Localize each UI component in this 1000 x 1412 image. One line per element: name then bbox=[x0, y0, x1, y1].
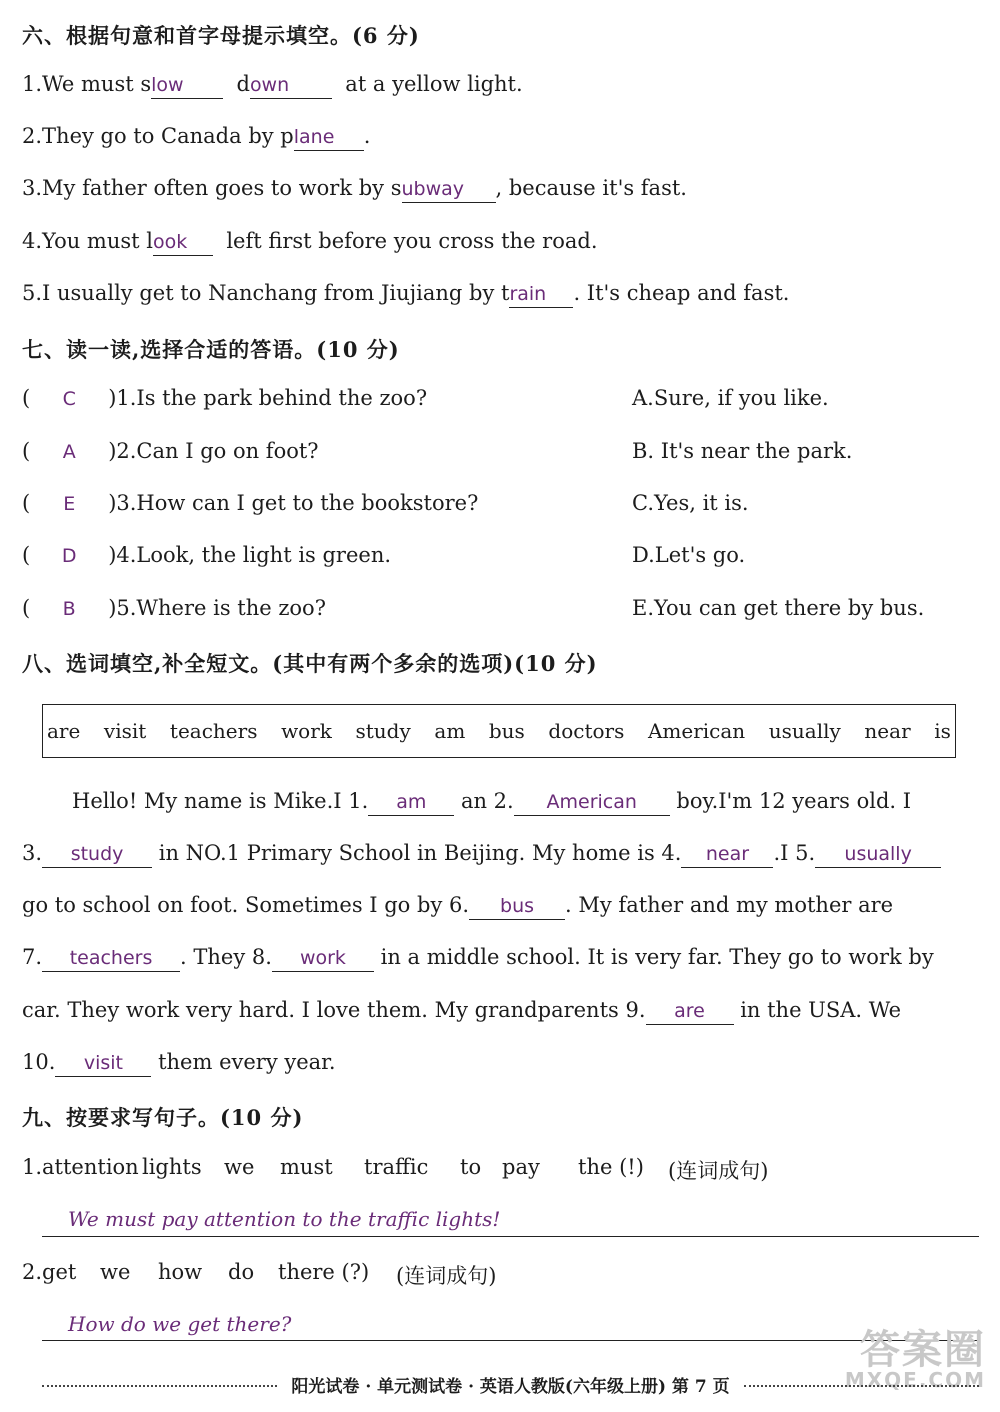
passage-line-3 bbox=[22, 893, 893, 920]
s6-item-1 bbox=[22, 72, 523, 99]
passage-text: . My father and my mother are bbox=[565, 893, 894, 917]
s7-row-1-paren: ( bbox=[22, 386, 31, 410]
passage-blank-6[interactable]: bus bbox=[469, 895, 565, 920]
passage-text: . They 8. bbox=[180, 945, 272, 969]
s6-item-2-text-end: . bbox=[363, 124, 371, 148]
s7-row-4-paren: ( bbox=[22, 543, 31, 567]
s7-row-1-question: )1.Is the park behind the zoo? bbox=[108, 386, 428, 410]
passage-text: in NO.1 Primary School in Beijing. My home is 4. bbox=[158, 841, 682, 865]
s6-item-5-text-end: . It's cheap and fast. bbox=[573, 281, 790, 305]
s9-q2-word: we bbox=[100, 1260, 131, 1284]
s9-q2-word: how bbox=[158, 1260, 203, 1284]
s7-row-5 bbox=[22, 596, 326, 620]
word-bank-box bbox=[42, 704, 956, 758]
s7-row-5-paren: ( bbox=[22, 596, 31, 620]
passage-line-4 bbox=[22, 945, 934, 972]
s7-row-2 bbox=[22, 439, 319, 463]
word-bank-word: bus bbox=[488, 719, 525, 743]
s6-item-1-blank-1[interactable]: low bbox=[151, 74, 223, 99]
footer-dots-right bbox=[744, 1385, 979, 1387]
passage-text: in the USA. We bbox=[740, 998, 902, 1022]
word-bank-word: teachers bbox=[169, 719, 258, 743]
word-bank-word: visit bbox=[103, 719, 147, 743]
s7-row-5-answer[interactable]: B bbox=[62, 598, 76, 620]
word-bank-word: am bbox=[434, 719, 466, 743]
passage-blank-1[interactable]: am bbox=[368, 791, 454, 816]
s7-option-c: C.Yes, it is. bbox=[632, 491, 749, 515]
passage-line-6 bbox=[22, 1050, 336, 1077]
s6-item-5 bbox=[22, 281, 789, 308]
passage-text: 3. bbox=[22, 841, 43, 865]
s6-item-3-text-end: , because it's fast. bbox=[495, 176, 687, 200]
passage-text: them every year. bbox=[158, 1050, 336, 1074]
s7-row-2-answer[interactable]: A bbox=[62, 441, 76, 463]
passage-line-5 bbox=[22, 998, 901, 1025]
s6-item-1-text-end: at a yellow light. bbox=[345, 72, 523, 96]
s7-option-e: E.You can get there by bus. bbox=[632, 596, 925, 620]
s6-item-3-text: 3.My father often goes to work by s bbox=[22, 176, 402, 200]
s9-q2-word: there (?) bbox=[278, 1260, 370, 1284]
s7-row-3-paren: ( bbox=[22, 491, 31, 515]
s6-item-1-text: 1.We must s bbox=[22, 72, 152, 96]
passage-blank-9[interactable]: are bbox=[646, 1000, 734, 1025]
s7-row-1 bbox=[22, 386, 427, 410]
passage-blank-5[interactable]: usually bbox=[815, 843, 941, 868]
s7-row-3 bbox=[22, 491, 478, 515]
s9-q2-answer-line bbox=[42, 1340, 979, 1341]
passage-line-2 bbox=[22, 841, 941, 868]
passage-blank-7[interactable]: teachers bbox=[42, 947, 180, 972]
word-bank-word: usually bbox=[768, 719, 841, 743]
passage-text: go to school on foot. Sometimes I go by 6. bbox=[22, 893, 470, 917]
s7-option-d: D.Let's go. bbox=[632, 543, 746, 567]
page-footer bbox=[42, 1372, 979, 1396]
s6-item-5-blank[interactable]: rain bbox=[509, 283, 573, 308]
s9-q1-answer[interactable]: We must pay attention to the traffic lights! bbox=[68, 1207, 501, 1231]
s7-row-5-question: )5.Where is the zoo? bbox=[108, 596, 326, 620]
s7-row-3-answer[interactable]: E bbox=[63, 493, 76, 515]
s6-item-2-text: 2.They go to Canada by p bbox=[22, 124, 294, 148]
s9-q1-words bbox=[22, 1155, 768, 1185]
s7-row-2-question: )2.Can I go on foot? bbox=[108, 439, 319, 463]
s6-item-3 bbox=[22, 176, 687, 203]
watermark-logo-text: 答案圈 bbox=[860, 1327, 986, 1373]
s9-q1-instruction: (连词成句) bbox=[668, 1159, 769, 1183]
passage-text: boy.I'm 12 years old. I bbox=[676, 789, 912, 813]
s6-item-4 bbox=[22, 229, 598, 256]
passage-text: in a middle school. It is very far. They go to work by bbox=[380, 945, 934, 969]
word-bank-word: is bbox=[934, 719, 951, 743]
passage-blank-2[interactable]: American bbox=[514, 791, 670, 816]
passage-text: car. They work very hard. I love them. My grandparents 9. bbox=[22, 998, 646, 1022]
s9-q2-answer[interactable]: How do we get there? bbox=[68, 1312, 292, 1336]
word-bank-word: are bbox=[47, 719, 81, 743]
passage-text: 7. bbox=[22, 945, 43, 969]
s7-row-2-paren: ( bbox=[22, 439, 31, 463]
s9-q1-word: pay bbox=[502, 1155, 540, 1179]
s7-row-4-answer[interactable]: D bbox=[61, 545, 77, 567]
passage-blank-10[interactable]: visit bbox=[55, 1052, 151, 1077]
s7-option-a: A.Sure, if you like. bbox=[632, 386, 829, 410]
s9-q1-word: we bbox=[224, 1155, 255, 1179]
s7-option-b: B. It's near the park. bbox=[632, 439, 853, 463]
passage-line-1 bbox=[72, 789, 911, 816]
s9-q1-word: to bbox=[460, 1155, 482, 1179]
passage-text: an 2. bbox=[460, 789, 514, 813]
section-9-heading: 九、按要求写句子。(10 分) bbox=[22, 1105, 304, 1130]
s9-q2-word: 2.get bbox=[22, 1260, 77, 1284]
passage-text: 10. bbox=[22, 1050, 56, 1074]
s6-item-1-blank-2[interactable]: own bbox=[250, 74, 332, 99]
s9-q1-word: 1.attention bbox=[22, 1155, 139, 1179]
s9-q1-word: traffic bbox=[364, 1155, 429, 1179]
word-bank-word: study bbox=[355, 719, 411, 743]
s6-item-2 bbox=[22, 124, 370, 151]
word-bank-word: doctors bbox=[548, 719, 625, 743]
footer-text: 阳光试卷 · 单元测试卷 · 英语人教版(六年级上册) 第 7 页 bbox=[291, 1376, 730, 1397]
section-8-heading: 八、选词填空,补全短文。(其中有两个多余的选项)(10 分) bbox=[22, 651, 598, 676]
s7-row-1-answer[interactable]: C bbox=[62, 388, 76, 410]
s9-q2-words bbox=[22, 1260, 496, 1290]
s9-q1-word: the (!) bbox=[578, 1155, 644, 1179]
s6-item-2-blank[interactable]: lane bbox=[294, 126, 364, 151]
s6-item-4-text: 4.You must l bbox=[22, 229, 153, 253]
passage-blank-8[interactable]: work bbox=[272, 947, 374, 972]
footer-dots-left bbox=[42, 1385, 277, 1387]
s6-item-4-blank[interactable]: ook bbox=[153, 231, 213, 256]
s6-item-5-text: 5.I usually get to Nanchang from Jiujiang by t bbox=[22, 281, 510, 305]
passage-text: .I 5. bbox=[773, 841, 816, 865]
word-bank-word: American bbox=[647, 719, 746, 743]
s6-item-1-text-mid: d bbox=[236, 72, 250, 96]
section-6-heading: 六、根据句意和首字母提示填空。(6 分) bbox=[22, 23, 420, 48]
s9-q1-word: lights bbox=[142, 1155, 202, 1179]
s9-q1-answer-line bbox=[42, 1236, 979, 1237]
s9-q2-instruction: (连词成句) bbox=[396, 1264, 497, 1288]
passage-text: Hello! My name is Mike.I 1. bbox=[72, 789, 369, 813]
word-bank-word: work bbox=[281, 719, 332, 743]
s7-row-4-question: )4.Look, the light is green. bbox=[108, 543, 392, 567]
s6-item-4-text-end: left first before you cross the road. bbox=[226, 229, 598, 253]
passage-blank-4[interactable]: near bbox=[681, 843, 773, 868]
s7-row-3-question: )3.How can I get to the bookstore? bbox=[108, 491, 479, 515]
passage-blank-3[interactable]: study bbox=[42, 843, 152, 868]
s9-q1-word: must bbox=[280, 1155, 333, 1179]
s7-row-4 bbox=[22, 543, 391, 567]
s6-item-3-blank[interactable]: ubway bbox=[402, 178, 496, 203]
watermark-url: MXQE.COM bbox=[844, 1368, 986, 1392]
s9-q2-word: do bbox=[228, 1260, 255, 1284]
word-bank-word: near bbox=[864, 719, 911, 743]
section-7-heading: 七、读一读,选择合适的答语。(10 分) bbox=[22, 337, 400, 362]
